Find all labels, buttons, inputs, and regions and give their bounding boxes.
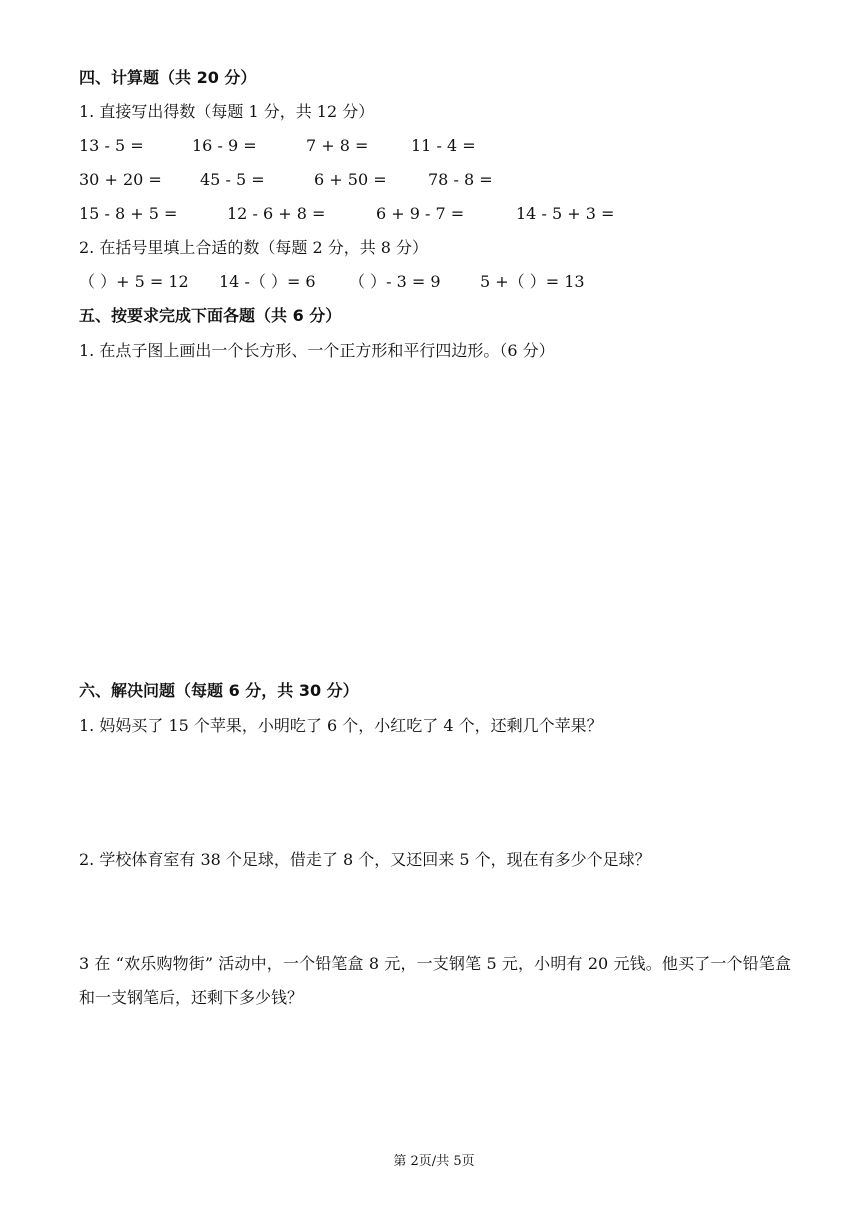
calc-item: 13 - 5 = bbox=[79, 136, 144, 155]
section5-q1: 1. 在点子图上画出一个长方形、一个正方形和平行四边形。（6 分） bbox=[79, 341, 555, 360]
section4-q2-label: 2. 在括号里填上合适的数（每题 2 分，共 8 分） bbox=[79, 238, 429, 257]
calc-item: 78 - 8 = bbox=[428, 170, 493, 189]
fill-blank-item: （ ）- 3 = 9 bbox=[349, 272, 441, 291]
calc-item: 12 - 6 + 8 = bbox=[227, 204, 326, 223]
fill-blank-item: 5 +（ ）= 13 bbox=[480, 272, 585, 291]
dot-grid-area[interactable] bbox=[79, 372, 791, 662]
section4-q1-label: 1. 直接写出得数（每题 1 分，共 12 分） bbox=[79, 102, 375, 121]
calc-item: 15 - 8 + 5 = bbox=[79, 204, 178, 223]
section4-heading: 四、计算题（共 20 分） bbox=[79, 68, 257, 87]
page-number: 第 2页/共 5页 bbox=[393, 1154, 475, 1169]
calc-item: 45 - 5 = bbox=[200, 170, 265, 189]
calc-item: 6 + 50 = bbox=[314, 170, 387, 189]
calc-item: 30 + 20 = bbox=[79, 170, 162, 189]
section6-q1: 1. 妈妈买了 15 个苹果，小明吃了 6 个，小红吃了 4 个，还剩几个苹果？ bbox=[79, 716, 603, 735]
calc-item: 7 + 8 = bbox=[306, 136, 369, 155]
section6-q3: 3 在 “欢乐购物街” 活动中，一个铅笔盒 8 元，一支钢笔 5 元，小明有 20 元钱。他买了一个铅笔盒和一支钢笔后，还剩下多少钱？ bbox=[79, 954, 791, 1007]
fill-blank-item: 14 -（ ）= 6 bbox=[219, 272, 316, 291]
section6-q2: 2. 学校体育室有 38 个足球，借走了 8 个，又还回来 5 个，现在有多少个足球？ bbox=[79, 850, 651, 869]
fill-blank-item: （ ）+ 5 = 12 bbox=[79, 272, 189, 291]
calc-item: 14 - 5 + 3 = bbox=[516, 204, 615, 223]
section6-heading: 六、解决问题（每题 6 分，共 30 分） bbox=[79, 681, 359, 700]
section5-heading: 五、按要求完成下面各题（共 6 分） bbox=[79, 306, 342, 325]
calc-item: 11 - 4 = bbox=[411, 136, 476, 155]
calc-item: 16 - 9 = bbox=[192, 136, 257, 155]
calc-item: 6 + 9 - 7 = bbox=[376, 204, 465, 223]
